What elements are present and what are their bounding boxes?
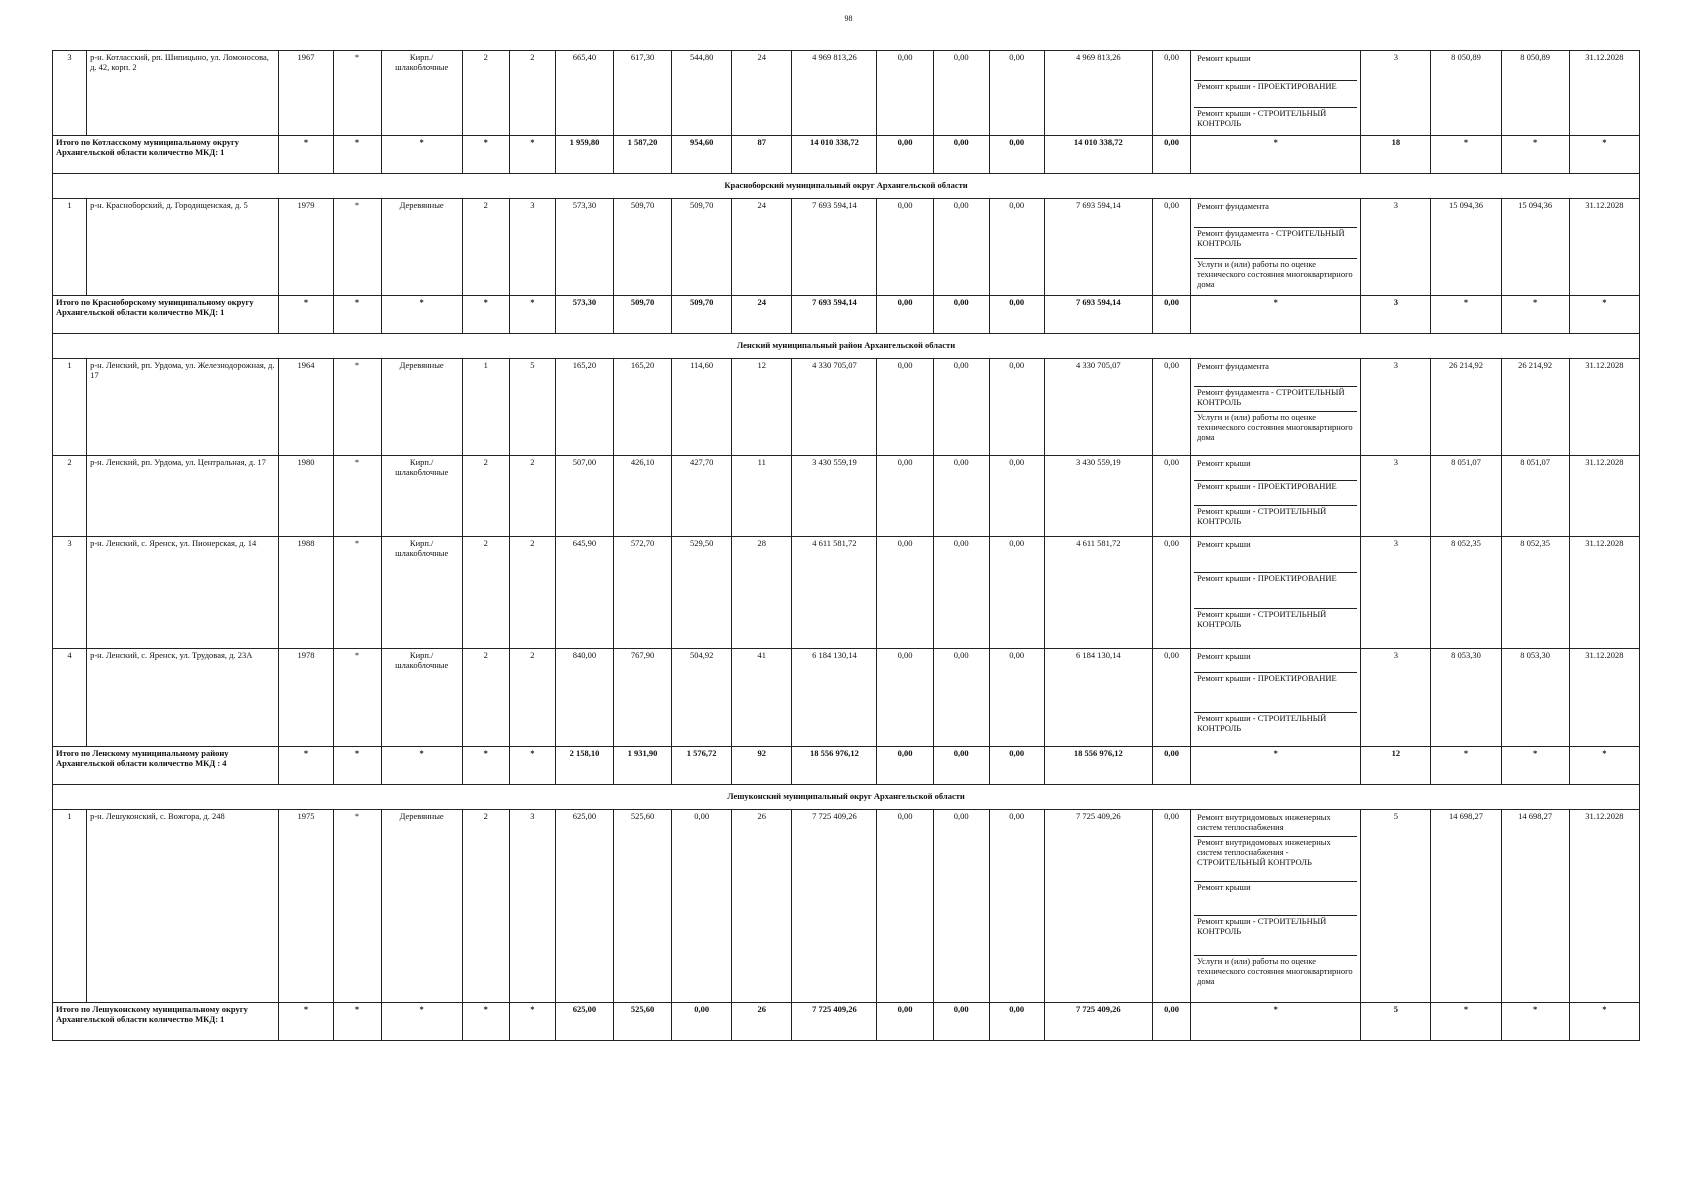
cell-cost-total: 7 693 594,14 (792, 199, 877, 296)
total-cost-total: 7 725 409,26 (792, 1003, 877, 1041)
cell-f1: 0,00 (877, 649, 933, 747)
total-area-res: 1 931,90 (614, 747, 672, 785)
total-f2: 0,00 (933, 747, 989, 785)
cell-address: р-н. Ленский, с. Яренск, ул. Пионерская, д. 14 (87, 537, 279, 649)
cell-f3: 0,00 (989, 810, 1044, 1003)
cell-cost-total: 3 430 559,19 (792, 456, 877, 537)
cell-f3: 0,00 (989, 456, 1044, 537)
total-s5: * (509, 1003, 555, 1041)
work-item: Услуги и (или) работы по оценке технического состояния многоквартирного дома (1197, 259, 1353, 289)
cell-own: 7 725 409,26 (1044, 810, 1152, 1003)
cell-own: 4 330 705,07 (1044, 359, 1152, 456)
cell-people: 24 (732, 51, 792, 136)
work-item: Ремонт внутридомовых инженерных систем теплоснабжения - СТРОИТЕЛЬНЫЙ КОНТРОЛЬ (1194, 837, 1357, 882)
total-other: 0,00 (1152, 136, 1190, 174)
work-item: Ремонт крыши (1194, 539, 1357, 573)
total-f3: 0,00 (989, 747, 1044, 785)
cell-year: 1980 (279, 456, 333, 537)
total-method: 12 (1361, 747, 1431, 785)
cell-other: 0,00 (1152, 649, 1190, 747)
cell-area-total: 645,90 (555, 537, 613, 649)
total-label: Итого по Лешуконскому муниципальному округу Архангельской области количество МКД: 1 (53, 1003, 279, 1041)
total-s2: * (333, 1003, 381, 1041)
cell-f3: 0,00 (989, 649, 1044, 747)
table-row (53, 456, 1640, 537)
total-f3: 0,00 (989, 296, 1044, 334)
cell-floors: 2 (462, 810, 509, 1003)
section-header (53, 174, 1640, 199)
cell-method: 5 (1361, 810, 1431, 1003)
total-people: 26 (732, 1003, 792, 1041)
total-s2: * (333, 136, 381, 174)
total-other: 0,00 (1152, 747, 1190, 785)
cell-material: Деревянные (381, 810, 462, 1003)
cell-other: 0,00 (1152, 359, 1190, 456)
cell-area-mun: 0,00 (672, 810, 732, 1003)
cell-max-cost: 15 094,36 (1501, 199, 1569, 296)
cell-floors: 2 (462, 199, 509, 296)
cell-deadline: 31.12.2028 (1569, 359, 1639, 456)
table-row (53, 649, 1640, 747)
cell-max-cost: 26 214,92 (1501, 359, 1569, 456)
works-cell (1191, 810, 1361, 1003)
total-s6: * (1431, 1003, 1501, 1041)
cell-area-res: 572,70 (614, 537, 672, 649)
section-title: Ленский муниципальный район Архангельской области (53, 334, 1640, 359)
total-works: * (1191, 296, 1361, 334)
work-item: Ремонт фундамента - СТРОИТЕЛЬНЫЙ КОНТРОЛЬ (1194, 228, 1357, 259)
works-cell (1191, 199, 1361, 296)
cell-f3: 0,00 (989, 199, 1044, 296)
total-area-mun: 954,60 (672, 136, 732, 174)
cell-cost-total: 4 330 705,07 (792, 359, 877, 456)
works-cell (1191, 456, 1361, 537)
total-s6: * (1431, 136, 1501, 174)
cell-area-res: 426,10 (614, 456, 672, 537)
cell-area-res: 617,30 (614, 51, 672, 136)
total-method: 5 (1361, 1003, 1431, 1041)
cell-cost-total: 7 725 409,26 (792, 810, 877, 1003)
cell-f3: 0,00 (989, 359, 1044, 456)
cell-people: 28 (732, 537, 792, 649)
total-cost-total: 14 010 338,72 (792, 136, 877, 174)
total-s8: * (1569, 296, 1639, 334)
cell-own: 6 184 130,14 (1044, 649, 1152, 747)
cell-f2: 0,00 (933, 456, 989, 537)
cell-year2: * (333, 649, 381, 747)
work-item: Ремонт фундамента (1194, 201, 1357, 228)
cell-other: 0,00 (1152, 537, 1190, 649)
cell-f2: 0,00 (933, 51, 989, 136)
work-item: Ремонт крыши (1194, 882, 1357, 916)
work-item: Ремонт внутридомовых инженерных систем теплоснабжения (1194, 812, 1357, 837)
cell-year2: * (333, 51, 381, 136)
table-row (53, 359, 1640, 456)
total-f2: 0,00 (933, 1003, 989, 1041)
cell-n: 4 (53, 649, 87, 747)
cell-year: 1978 (279, 649, 333, 747)
total-s3: * (381, 747, 462, 785)
total-s2: * (333, 296, 381, 334)
cell-area-total: 573,30 (555, 199, 613, 296)
total-area-res: 1 587,20 (614, 136, 672, 174)
work-item: Ремонт крыши - СТРОИТЕЛЬНЫЙ КОНТРОЛЬ (1194, 916, 1357, 956)
cell-f1: 0,00 (877, 456, 933, 537)
total-s1: * (279, 1003, 333, 1041)
cell-own: 4 611 581,72 (1044, 537, 1152, 649)
cell-n: 3 (53, 51, 87, 136)
cell-entrances: 2 (509, 456, 555, 537)
total-s7: * (1501, 1003, 1569, 1041)
total-s8: * (1569, 136, 1639, 174)
cell-deadline: 31.12.2028 (1569, 810, 1639, 1003)
cell-people: 41 (732, 649, 792, 747)
cell-area-total: 840,00 (555, 649, 613, 747)
cell-floors: 2 (462, 51, 509, 136)
cell-n: 1 (53, 199, 87, 296)
cell-year2: * (333, 199, 381, 296)
total-own: 7 725 409,26 (1044, 1003, 1152, 1041)
work-item: Ремонт крыши - ПРОЕКТИРОВАНИЕ (1194, 81, 1357, 108)
cell-own: 7 693 594,14 (1044, 199, 1152, 296)
work-item: Ремонт фундамента (1194, 361, 1357, 387)
cell-year: 1964 (279, 359, 333, 456)
cell-deadline: 31.12.2028 (1569, 649, 1639, 747)
cell-entrances: 3 (509, 199, 555, 296)
cell-entrances: 2 (509, 537, 555, 649)
cell-entrances: 5 (509, 359, 555, 456)
work-item: Ремонт крыши - СТРОИТЕЛЬНЫЙ КОНТРОЛЬ (1197, 506, 1327, 526)
cell-method: 3 (1361, 456, 1431, 537)
total-s1: * (279, 296, 333, 334)
cell-unit-cost: 8 053,30 (1431, 649, 1501, 747)
cell-other: 0,00 (1152, 810, 1190, 1003)
cell-f1: 0,00 (877, 199, 933, 296)
total-f1: 0,00 (877, 747, 933, 785)
cell-people: 12 (732, 359, 792, 456)
cell-deadline: 31.12.2028 (1569, 537, 1639, 649)
cell-material: Деревянные (381, 199, 462, 296)
cell-address: р-н. Лешуконский, с. Вожгора, д. 248 (87, 810, 279, 1003)
cell-deadline: 31.12.2028 (1569, 51, 1639, 136)
cell-material: Кирп./ шлакоблочные (381, 649, 462, 747)
cell-year2: * (333, 810, 381, 1003)
table-row (53, 51, 1640, 136)
total-area-total: 1 959,80 (555, 136, 613, 174)
total-own: 7 693 594,14 (1044, 296, 1152, 334)
cell-area-mun: 544,80 (672, 51, 732, 136)
cell-area-mun: 509,70 (672, 199, 732, 296)
total-s7: * (1501, 296, 1569, 334)
cell-area-total: 507,00 (555, 456, 613, 537)
cell-method: 3 (1361, 199, 1431, 296)
cell-area-total: 665,40 (555, 51, 613, 136)
total-area-res: 509,70 (614, 296, 672, 334)
total-s3: * (381, 1003, 462, 1041)
cell-unit-cost: 14 698,27 (1431, 810, 1501, 1003)
cell-area-mun: 529,50 (672, 537, 732, 649)
total-f3: 0,00 (989, 1003, 1044, 1041)
cell-year: 1975 (279, 810, 333, 1003)
cell-floors: 2 (462, 456, 509, 537)
total-row (53, 136, 1640, 174)
cell-max-cost: 8 050,89 (1501, 51, 1569, 136)
total-f2: 0,00 (933, 296, 989, 334)
table-row (53, 537, 1640, 649)
cell-other: 0,00 (1152, 199, 1190, 296)
total-area-total: 573,30 (555, 296, 613, 334)
total-s4: * (462, 296, 509, 334)
total-area-total: 625,00 (555, 1003, 613, 1041)
cell-entrances: 2 (509, 51, 555, 136)
cell-year: 1967 (279, 51, 333, 136)
cell-material: Кирп./ шлакоблочные (381, 537, 462, 649)
cell-f2: 0,00 (933, 649, 989, 747)
total-works: * (1191, 1003, 1361, 1041)
cell-f1: 0,00 (877, 51, 933, 136)
total-s4: * (462, 747, 509, 785)
total-other: 0,00 (1152, 296, 1190, 334)
cell-f1: 0,00 (877, 359, 933, 456)
work-item: Ремонт крыши (1194, 458, 1357, 481)
total-label: Итого по Красноборскому муниципальному округу Архангельской области количество МКД: 1 (53, 296, 279, 334)
works-cell (1191, 649, 1361, 747)
work-item: Ремонт фундамента - СТРОИТЕЛЬНЫЙ КОНТРОЛЬ (1194, 387, 1357, 412)
cell-f3: 0,00 (989, 51, 1044, 136)
total-other: 0,00 (1152, 1003, 1190, 1041)
total-people: 87 (732, 136, 792, 174)
cell-entrances: 2 (509, 649, 555, 747)
cell-floors: 1 (462, 359, 509, 456)
total-s4: * (462, 136, 509, 174)
total-f1: 0,00 (877, 296, 933, 334)
cell-area-total: 165,20 (555, 359, 613, 456)
total-s3: * (381, 296, 462, 334)
cell-floors: 2 (462, 649, 509, 747)
total-label: Итого по Ленскому муниципальному району Архангельской области количество МКД : 4 (53, 747, 279, 785)
capital-repair-register-table (52, 50, 1640, 1041)
cell-entrances: 3 (509, 810, 555, 1003)
total-people: 92 (732, 747, 792, 785)
work-item: Услуги и (или) работы по оценке технического состояния многоквартирного дома (1197, 956, 1353, 986)
cell-unit-cost: 8 050,89 (1431, 51, 1501, 136)
cell-f1: 0,00 (877, 810, 933, 1003)
work-item: Ремонт крыши (1194, 651, 1357, 673)
total-area-mun: 509,70 (672, 296, 732, 334)
total-own: 14 010 338,72 (1044, 136, 1152, 174)
section-title: Красноборский муниципальный округ Архангельской области (53, 174, 1640, 199)
cell-material: Кирп./ шлакоблочные (381, 456, 462, 537)
cell-method: 3 (1361, 359, 1431, 456)
cell-address: р-н. Котласский, рп. Шипицыно, ул. Ломоносова, д. 42, корп. 2 (87, 51, 279, 136)
total-s1: * (279, 747, 333, 785)
cell-n: 3 (53, 537, 87, 649)
works-cell (1191, 51, 1361, 136)
total-s5: * (509, 296, 555, 334)
cell-f1: 0,00 (877, 537, 933, 649)
total-s7: * (1501, 136, 1569, 174)
cell-max-cost: 8 051,07 (1501, 456, 1569, 537)
total-method: 3 (1361, 296, 1431, 334)
section-title: Лешуконский муниципальный округ Архангельской области (53, 785, 1640, 810)
cell-material: Кирп./ шлакоблочные (381, 51, 462, 136)
work-item: Ремонт крыши - СТРОИТЕЛЬНЫЙ КОНТРОЛЬ (1197, 609, 1327, 629)
cell-people: 26 (732, 810, 792, 1003)
total-area-mun: 1 576,72 (672, 747, 732, 785)
cell-year2: * (333, 537, 381, 649)
total-s4: * (462, 1003, 509, 1041)
cell-max-cost: 8 053,30 (1501, 649, 1569, 747)
total-f3: 0,00 (989, 136, 1044, 174)
total-row (53, 747, 1640, 785)
cell-address: р-н. Ленский, рп. Урдома, ул. Железнодорожная, д. 17 (87, 359, 279, 456)
work-item: Ремонт крыши - ПРОЕКТИРОВАНИЕ (1194, 481, 1357, 506)
total-s5: * (509, 747, 555, 785)
total-f1: 0,00 (877, 1003, 933, 1041)
section-header (53, 334, 1640, 359)
cell-f2: 0,00 (933, 537, 989, 649)
total-row (53, 1003, 1640, 1041)
total-s8: * (1569, 747, 1639, 785)
cell-year2: * (333, 456, 381, 537)
total-method: 18 (1361, 136, 1431, 174)
cell-people: 11 (732, 456, 792, 537)
cell-year: 1988 (279, 537, 333, 649)
total-s6: * (1431, 296, 1501, 334)
cell-method: 3 (1361, 537, 1431, 649)
cell-area-res: 165,20 (614, 359, 672, 456)
total-s8: * (1569, 1003, 1639, 1041)
cell-unit-cost: 8 051,07 (1431, 456, 1501, 537)
cell-unit-cost: 15 094,36 (1431, 199, 1501, 296)
cell-max-cost: 8 052,35 (1501, 537, 1569, 649)
cell-area-res: 767,90 (614, 649, 672, 747)
cell-f3: 0,00 (989, 537, 1044, 649)
cell-other: 0,00 (1152, 51, 1190, 136)
cell-own: 3 430 559,19 (1044, 456, 1152, 537)
work-item: Ремонт крыши (1194, 53, 1357, 81)
total-works: * (1191, 136, 1361, 174)
cell-area-res: 509,70 (614, 199, 672, 296)
total-s1: * (279, 136, 333, 174)
total-row (53, 296, 1640, 334)
total-area-res: 525,60 (614, 1003, 672, 1041)
work-item: Ремонт крыши - СТРОИТЕЛЬНЫЙ КОНТРОЛЬ (1197, 713, 1327, 733)
total-area-mun: 0,00 (672, 1003, 732, 1041)
cell-n: 1 (53, 810, 87, 1003)
cell-deadline: 31.12.2028 (1569, 199, 1639, 296)
section-header (53, 785, 1640, 810)
total-s6: * (1431, 747, 1501, 785)
cell-f2: 0,00 (933, 359, 989, 456)
table-row (53, 810, 1640, 1003)
cell-address: р-н. Красноборский, д. Городищенская, д. 5 (87, 199, 279, 296)
cell-n: 2 (53, 456, 87, 537)
total-s3: * (381, 136, 462, 174)
page-number: 98 (844, 14, 853, 23)
work-item: Ремонт крыши - СТРОИТЕЛЬНЫЙ КОНТРОЛЬ (1197, 108, 1327, 128)
cell-other: 0,00 (1152, 456, 1190, 537)
cell-n: 1 (53, 359, 87, 456)
total-label: Итого по Котласскому муниципальному округу Архангельской области количество МКД: 1 (53, 136, 279, 174)
total-s7: * (1501, 747, 1569, 785)
cell-method: 3 (1361, 51, 1431, 136)
cell-area-mun: 504,92 (672, 649, 732, 747)
cell-address: р-н. Ленский, рп. Урдома, ул. Центральная, д. 17 (87, 456, 279, 537)
total-f1: 0,00 (877, 136, 933, 174)
total-s2: * (333, 747, 381, 785)
cell-area-res: 525,60 (614, 810, 672, 1003)
cell-area-mun: 427,70 (672, 456, 732, 537)
total-f2: 0,00 (933, 136, 989, 174)
total-area-total: 2 158,10 (555, 747, 613, 785)
work-item: Ремонт крыши - ПРОЕКТИРОВАНИЕ (1194, 673, 1357, 713)
cell-f2: 0,00 (933, 810, 989, 1003)
total-cost-total: 7 693 594,14 (792, 296, 877, 334)
works-cell (1191, 359, 1361, 456)
cell-address: р-н. Ленский, с. Яренск, ул. Трудовая, д. 23А (87, 649, 279, 747)
work-item: Ремонт крыши - ПРОЕКТИРОВАНИЕ (1194, 573, 1357, 609)
table-row (53, 199, 1640, 296)
cell-method: 3 (1361, 649, 1431, 747)
total-own: 18 556 976,12 (1044, 747, 1152, 785)
cell-year: 1979 (279, 199, 333, 296)
cell-unit-cost: 26 214,92 (1431, 359, 1501, 456)
cell-material: Деревянные (381, 359, 462, 456)
total-works: * (1191, 747, 1361, 785)
cell-people: 24 (732, 199, 792, 296)
cell-cost-total: 4 611 581,72 (792, 537, 877, 649)
cell-deadline: 31.12.2028 (1569, 456, 1639, 537)
total-s5: * (509, 136, 555, 174)
cell-cost-total: 4 969 813,26 (792, 51, 877, 136)
cell-area-total: 625,00 (555, 810, 613, 1003)
cell-floors: 2 (462, 537, 509, 649)
cell-year2: * (333, 359, 381, 456)
cell-unit-cost: 8 052,35 (1431, 537, 1501, 649)
cell-f2: 0,00 (933, 199, 989, 296)
cell-cost-total: 6 184 130,14 (792, 649, 877, 747)
cell-max-cost: 14 698,27 (1501, 810, 1569, 1003)
total-people: 24 (732, 296, 792, 334)
works-cell (1191, 537, 1361, 649)
cell-own: 4 969 813,26 (1044, 51, 1152, 136)
work-item: Услуги и (или) работы по оценке технического состояния многоквартирного дома (1197, 412, 1353, 442)
cell-area-mun: 114,60 (672, 359, 732, 456)
total-cost-total: 18 556 976,12 (792, 747, 877, 785)
